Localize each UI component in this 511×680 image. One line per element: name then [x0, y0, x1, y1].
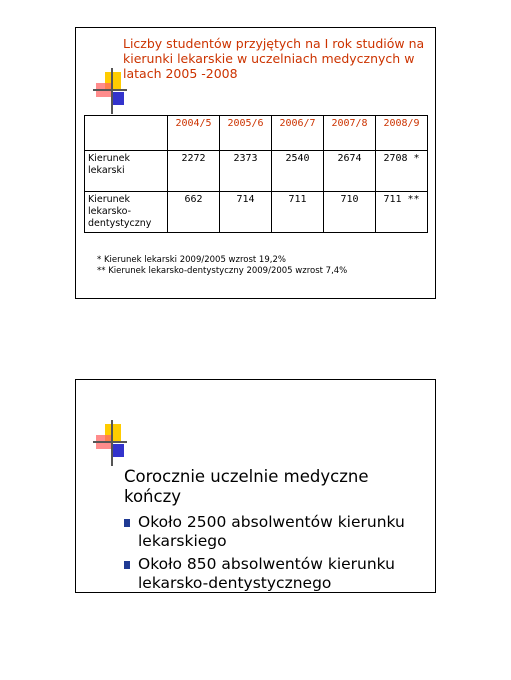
- table-cell: 2708 *: [376, 151, 428, 192]
- list-item-text: Około 2500 absolwentów kierunku lekarskiego: [138, 513, 405, 550]
- row-label: Kierunek lekarski: [85, 151, 168, 192]
- list-item-text: Około 850 absolwentów kierunku lekarsko-dentystycznego: [138, 555, 395, 592]
- table-row: [85, 192, 428, 233]
- logo-horizontal-line: [93, 441, 127, 443]
- slide-logo-icon: [88, 420, 118, 464]
- table-cell: 711 **: [376, 192, 428, 233]
- slide-logo-icon: [88, 68, 118, 112]
- table-cell: 2540: [272, 151, 324, 192]
- footnote: * Kierunek lekarski 2009/2005 wzrost 19,2%: [97, 255, 286, 265]
- list-item: [124, 555, 429, 593]
- table-header-cell: 2005/6: [220, 116, 272, 151]
- slide-1-title: Liczby studentów przyjętych na I rok studiów na kierunki lekarskie w uczelniach medycznych w latach 2005 -2008: [123, 36, 425, 81]
- table-cell: 2373: [220, 151, 272, 192]
- table-cell: 2674: [324, 151, 376, 192]
- slide-2-title: Corocznie uczelnie medyczne kończy: [124, 467, 369, 506]
- table-header-cell: 2008/9: [376, 116, 428, 151]
- list-item: [124, 513, 429, 551]
- table-header-row: [85, 116, 428, 151]
- table-cell: 710: [324, 192, 376, 233]
- bullet-square-icon: [124, 519, 130, 527]
- table-row: [85, 151, 428, 192]
- bullet-square-icon: [124, 561, 130, 569]
- table-cell: 711: [272, 192, 324, 233]
- logo-vertical-line: [111, 68, 113, 114]
- table-header-cell: 2007/8: [324, 116, 376, 151]
- footnotes: [97, 255, 347, 277]
- table-header-cell: [85, 116, 168, 151]
- table-cell: 662: [168, 192, 220, 233]
- slide-1: [75, 27, 436, 299]
- table-cell: 714: [220, 192, 272, 233]
- slide-2: [75, 379, 436, 593]
- table-header-cell: 2006/7: [272, 116, 324, 151]
- table-cell: 2272: [168, 151, 220, 192]
- table-header-cell: 2004/5: [168, 116, 220, 151]
- logo-vertical-line: [111, 420, 113, 466]
- admissions-table: [84, 115, 428, 233]
- footnote: ** Kierunek lekarsko-dentystyczny 2009/2005 wzrost 7,4%: [97, 266, 348, 276]
- row-label: Kierunek lekarsko-dentystyczny: [85, 192, 168, 233]
- bullet-list: [124, 513, 429, 597]
- logo-horizontal-line: [93, 89, 127, 91]
